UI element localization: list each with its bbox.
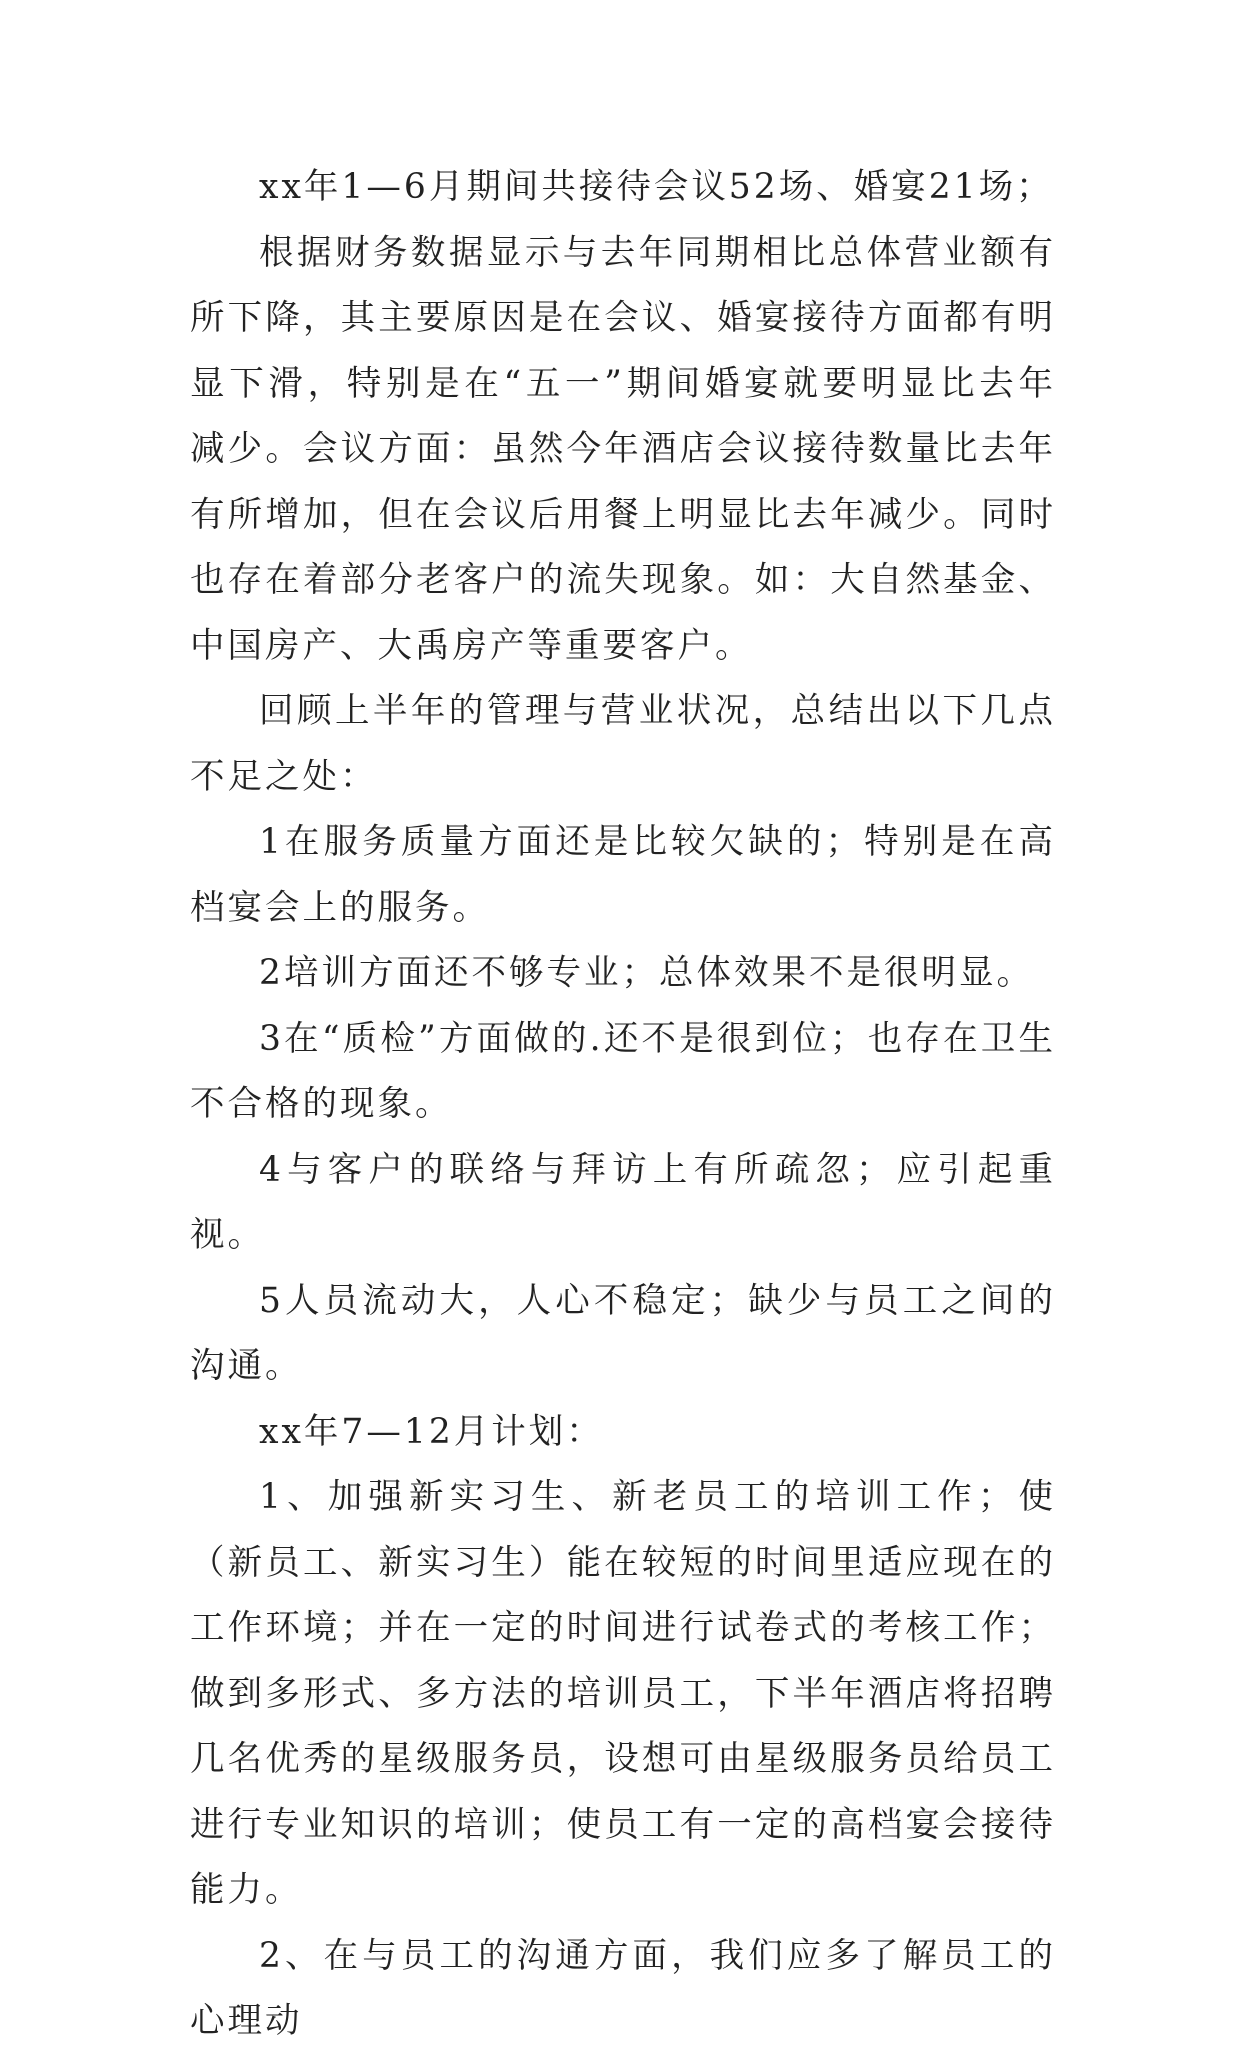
paragraph-shortcoming-2: 2培训方面还不够专业；总体效果不是很明显。 (259, 953, 1034, 993)
paragraph-shortcoming-3: 3在“质检”方面做的.还不是很到位；也存在卫生不合格的现象。 (190, 1018, 1056, 1124)
paragraph-revenue-analysis: 根据财务数据显示与去年同期相比总体营业额有所下降，其主要原因是在会议、婚宴接待方面都有明显下滑，特别是在“五一”期间婚宴就要明显比去年减少。会议方面：虽然今年酒店会议接待数量比去年有所增加，但在会议后用餐上明显比去年减少。同时也存在着部分老客户的流失现象。如：大自然基金、中国房产、大禹房产等重要客户。 (190, 232, 1056, 666)
paragraph-reception-stats: xx年1—6月期间共接待会议52场、婚宴21场； (259, 167, 1054, 207)
paragraph-shortcoming-4: 4与客户的联络与拜访上有所疏忽；应引起重视。 (190, 1149, 1056, 1255)
paragraph-review-intro: 回顾上半年的管理与营业状况，总结出以下几点不足之处： (190, 691, 1056, 797)
paragraph-shortcoming-5: 5人员流动大，人心不稳定；缺少与员工之间的沟通。 (190, 1280, 1056, 1386)
paragraph-plan-2: 2、在与员工的沟通方面，我们应多了解员工的心理动 (190, 1935, 1056, 2041)
paragraph-plan-1: 1、加强新实习生、新老员工的培训工作；使（新员工、新实习生）能在较短的时间里适应现在的工作环境；并在一定的时间进行试卷式的考核工作；做到多形式、多方法的培训员工，下半年酒店将招聘几名优秀的星级服务员，设想可由星级服务员给员工进行专业知识的培训；使员工有一定的高档宴会接待能力。 (190, 1477, 1056, 1910)
paragraph-shortcoming-1: 1在服务质量方面还是比较欠缺的；特别是在高档宴会上的服务。 (190, 822, 1056, 928)
document-body (190, 155, 1056, 2055)
paragraph-plan-heading: xx年7—12月计划： (259, 1411, 604, 1452)
